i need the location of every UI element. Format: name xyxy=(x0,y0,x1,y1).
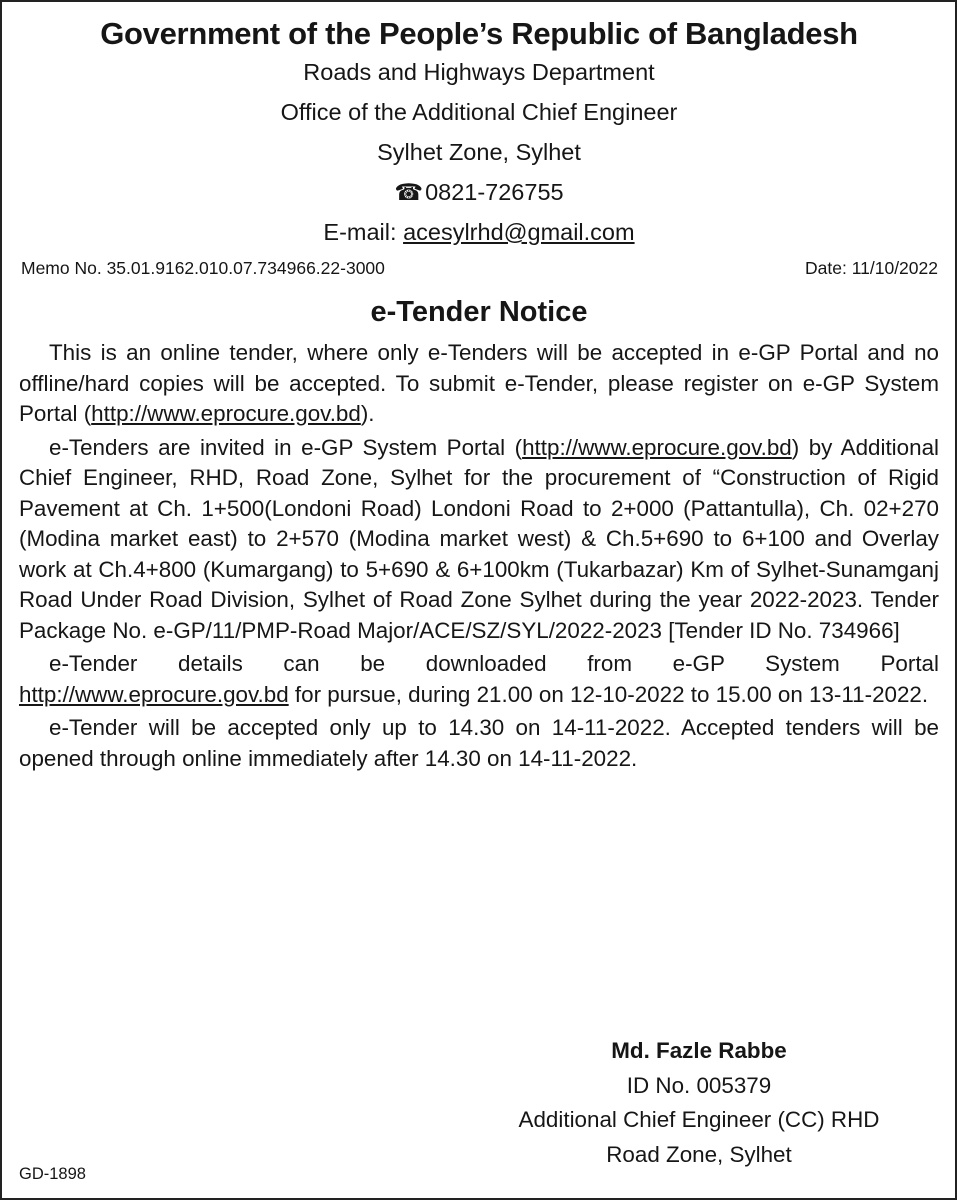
paragraph-text: e-Tenders are invited in e-GP System Portal ( xyxy=(49,434,523,460)
signatory-designation: Additional Chief Engineer (CC) RHD xyxy=(518,1107,880,1132)
paragraph-text: This is an online tender, where only e-Tenders will be accepted in e-GP Portal and no offline/hard copies will be accepted. To submit e-Tender, please register on e-GP System Portal ( xyxy=(19,340,939,426)
telephone-icon: ☎ xyxy=(394,179,424,205)
memo-date: Date: 11/10/2022 xyxy=(805,258,938,278)
notice-paragraph-2 xyxy=(19,433,939,647)
office-name: Office of the Additional Chief Engineer xyxy=(280,99,678,125)
signature-block xyxy=(2,1034,955,1172)
notice-paragraph-1 xyxy=(19,338,939,430)
government-title: Government of the People’s Republic of Bangladesh xyxy=(100,16,858,51)
email-address[interactable]: acesylrhd@gmail.com xyxy=(403,219,635,245)
phone-number: 0821-726755 xyxy=(425,179,564,205)
signatory-name: Md. Fazle Rabbe xyxy=(611,1038,787,1063)
paragraph-text: ). xyxy=(360,401,375,426)
signatory-id: ID No. 005379 xyxy=(626,1072,772,1098)
email-label: E-mail: xyxy=(323,219,404,245)
zone-name: Sylhet Zone, Sylhet xyxy=(377,139,581,165)
paragraph-text: e-Tender details can be downloaded from e-GP System Portal xyxy=(49,651,939,676)
email-line xyxy=(19,212,939,252)
notice-paragraph-4: e-Tender will be accepted only up to 14.30 on 14-11-2022. Accepted tenders will be opened through online immediately after 14.30 on 14-11-2022. xyxy=(19,715,939,771)
paragraph-text: ) by Additional Chief Engineer, RHD, Road Zone, Sylhet for the procurement of “Construction of Rigid Pavement at Ch. 1+500(Londoni Road) Londoni Road to 2+000 (Pattantulla), Ch. 02+270 (Modina market east) to 2+570 (Modina market west) & Ch.5+690 to 6+100 and Overlay work at Ch.4+800 (Kumargang) to 5+690 & 6+100km (Tukarbazar) Km of Sylhet-Sunamganj Road Under Road Division, Sylhet of Road Zone Sylhet during the year 2022-2023. Tender Package No. e-GP/11/PMP-Road Major/ACE/SZ/SYL/2022-2023 [Tender ID No. 734966] xyxy=(19,434,939,643)
department-name: Roads and Highways Department xyxy=(303,59,655,85)
notice-paragraph-3 xyxy=(19,649,939,710)
notice-title: e-Tender Notice xyxy=(370,296,588,328)
signatory-office: Road Zone, Sylhet xyxy=(606,1141,792,1167)
phone-line xyxy=(19,172,939,212)
memo-row xyxy=(19,256,939,280)
paragraph-text: for pursue, during 21.00 on 12-10-2022 to 15.00 on 13-11-2022. xyxy=(288,681,929,707)
gd-code: GD-1898 xyxy=(19,1165,86,1183)
eprocure-link[interactable]: http://www.eprocure.gov.bd xyxy=(522,434,792,460)
letterhead xyxy=(19,2,939,252)
eprocure-link[interactable]: http://www.eprocure.gov.bd xyxy=(91,401,361,426)
memo-number: Memo No. 35.01.9162.010.07.734966.22-3000 xyxy=(21,258,385,278)
eprocure-link[interactable]: http://www.eprocure.gov.bd xyxy=(19,681,289,707)
